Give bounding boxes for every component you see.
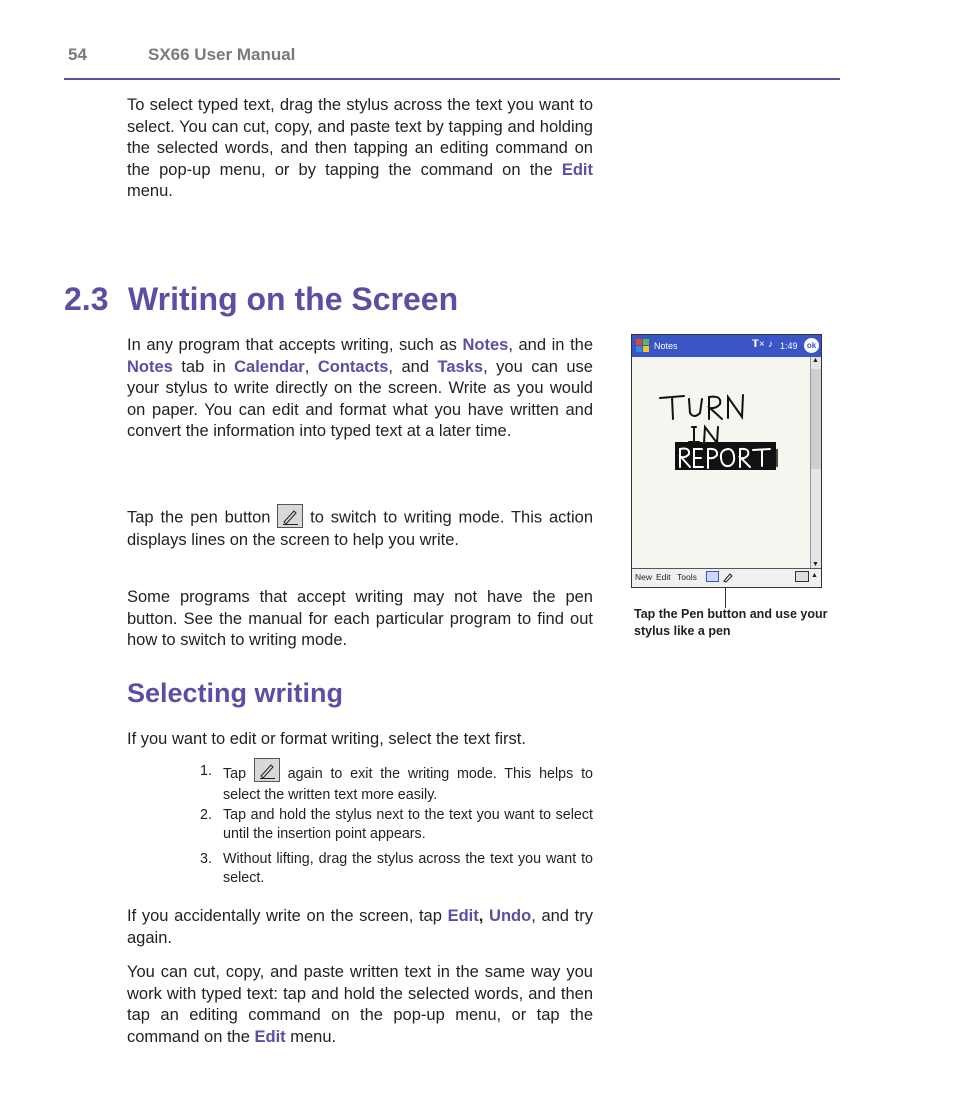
pen-button-icon [277,504,303,528]
text: tab in [172,357,235,376]
step-number: 1. [200,763,212,779]
ok-button: ok [804,338,819,353]
device-titlebar [632,335,821,357]
notes-keyword: Notes [462,336,509,354]
handwriting-in [689,427,718,443]
text: Tap [223,765,254,782]
edit-keyword: Edit [447,907,479,925]
signal-icon: 𝗧× [752,339,765,350]
running-header-title: SX66 User Manual [148,45,296,64]
device-screenshot [631,334,822,588]
subsection-heading: Selecting writing [127,678,344,708]
edit-keyword: Edit [254,1027,286,1046]
menu-edit: Edit [656,572,671,582]
scroll-up-icon: ▲ [812,357,819,364]
undo-paragraph [127,906,593,949]
windows-flag-icon [635,338,650,353]
edit-keyword: Edit [561,160,593,179]
handwriting-turn [660,395,743,419]
section-number: 2.3 [64,281,109,317]
text: Tap the pen button [127,508,278,527]
step-number: 2. [200,807,212,823]
caption-leader-line [725,588,726,608]
step-text: Without lifting, drag the stylus across the text you want to select. [223,851,593,886]
section-paragraph-3: Some programs that accept writing may not have the pen button. See the manual for each particular program to find out how to switch to writing mode. [127,588,593,650]
speaker-icon: ♪ [768,339,773,350]
text: , you can use your stylus to write directly on the screen. Write as you would on paper. You can edit and format what you have written and convert the information into typed text at a later time. [127,357,593,441]
text: , [478,907,490,925]
handwriting-canvas [632,357,810,568]
device-app-name: Notes [654,341,678,351]
text: to switch to writing mode. This action displays lines on the screen to help you write. [127,508,593,549]
page-number: 54 [68,45,87,64]
step-text [223,762,593,805]
figure-caption: Tap the Pen button and use your stylus like a pen [634,607,828,638]
list-item [200,850,593,888]
subsection-lead: If you want to edit or format writing, select the text first. [127,730,526,748]
step-number: 3. [200,851,212,867]
text: , and try again. [127,907,593,947]
intro-text: To select typed text, drag the stylus across the text you want to select. You can cut, copy, and paste text by tapping and holding the selected words, and then tapping an editing command on the pop-up menu, or by tapping the command on the [127,96,593,179]
text: If you accidentally write on the screen, tap [127,907,448,925]
section-paragraph-1 [127,335,593,443]
input-arrow-icon: ▲ [811,572,818,579]
section-paragraph-2 [127,506,593,552]
step-text: Tap and hold the stylus next to the text you want to select until the insertion point appears. [223,807,593,842]
final-paragraph [127,962,593,1048]
text: , [304,357,318,376]
device-time: 1:49 [780,341,798,351]
list-item [200,806,593,844]
list-item [200,762,593,805]
calendar-keyword: Calendar [234,357,305,376]
section-heading [64,281,458,318]
device-menubar [632,568,821,587]
scrollbar [810,357,821,568]
pen-button-icon [254,758,280,782]
scroll-down-icon: ▼ [812,561,819,568]
recording-icon [706,571,719,582]
menu-new: New [635,572,653,582]
pen-icon [722,571,734,583]
text: In any program that accepts writing, such as [127,336,463,354]
intro-text-end: menu. [127,182,173,201]
section-title: Writing on the Screen [128,281,459,317]
text: , and [388,357,438,376]
intro-paragraph [127,95,593,203]
contacts-keyword: Contacts [317,357,389,376]
tasks-keyword: Tasks [437,357,484,376]
undo-keyword: Undo [489,907,532,925]
text: menu. [285,1027,337,1046]
text: again to exit the writing mode. This helps to select the written text more easily. [223,765,593,803]
text: You can cut, copy, and paste written text in the same way you work with typed text: tap and hold the selected words, and then tap an editing command on the pop-up menu, or tap the command on the [127,963,593,1046]
text: , and in the [508,336,593,354]
scrollbar-thumb [811,369,821,469]
menu-tools: Tools [677,572,697,582]
keyboard-icon [795,571,809,582]
header-rule [64,78,840,80]
notes-keyword: Notes [127,357,173,376]
